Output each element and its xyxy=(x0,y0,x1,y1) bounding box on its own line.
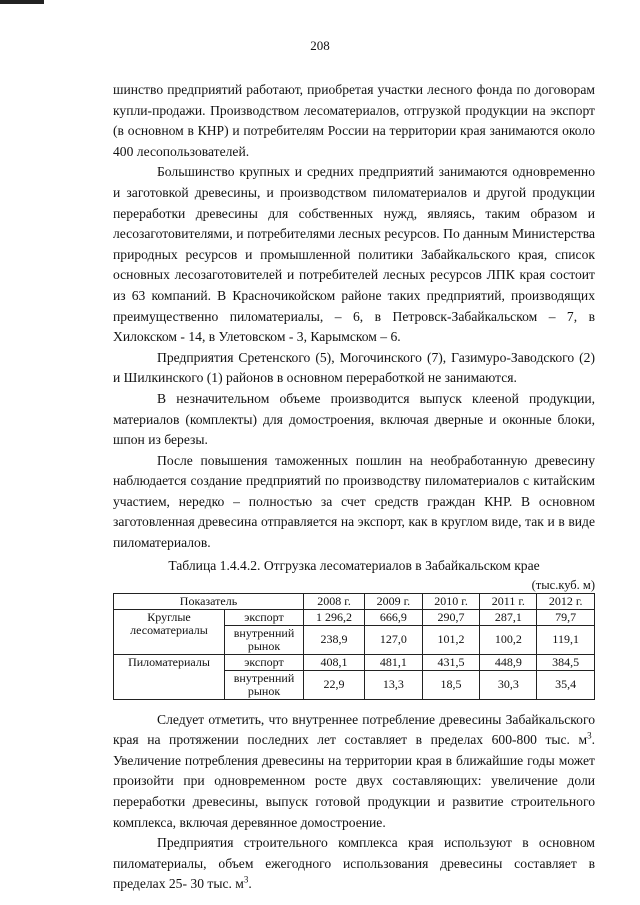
header-year: 2011 г. xyxy=(480,593,537,609)
table-cell: 1 296,2 xyxy=(304,609,365,625)
table-cell: 13,3 xyxy=(365,670,423,699)
paragraph: Большинство крупных и средних предприятий занимаются одновременно и заготовкой древесины, и производством пиломатериалов и другой продукции переработки древесины для собственных нужд, являясь, таким образом и лесозаготовителями, и потребителями лесных ресурсов. По данным Министерства природных ресурсов и промышленной политики Забайкальского края, список основных лесозаготовителей и потребителей лесных ресурсов ЛПК края состоит из 63 компаний. В Красночикойском районе таких предприятий, производящих преимущественно пиломатериалы, – 6, в Петровск-Забайкальском – 7, в Хилокском - 14, в Улетовском - 3, Карымском – 6. xyxy=(113,164,595,345)
table-cell: 448,9 xyxy=(480,654,537,670)
table-cell: 384,5 xyxy=(537,654,595,670)
table-cell: 100,2 xyxy=(480,625,537,654)
paragraph xyxy=(113,710,595,834)
table-cell: 287,1 xyxy=(480,609,537,625)
row-type: экспорт xyxy=(225,609,304,625)
row-type: экспорт xyxy=(225,654,304,670)
table-cell: 119,1 xyxy=(537,625,595,654)
table-cell: 79,7 xyxy=(537,609,595,625)
table-caption: Таблица 1.4.4.2. Отгрузка лесоматериалов в Забайкальском крае xyxy=(168,557,540,573)
paragraph: После повышения таможенных пошлин на необработанную древесину наблюдается создание предприятий по производству пиломатериалов с китайским участием, нередко – полностью за счет средств граждан КНР. В основном заготовленная древесина отправляется на экспорт, как в круглом виде, так и в виде пиломатериалов. xyxy=(113,452,595,551)
paragraph: В незначительном объеме производится выпуск клееной продукции, материалов (комплекты) для домостроения, включая дверные и оконные блоки, шпон из березы. xyxy=(113,390,595,448)
shipment-table xyxy=(113,593,595,700)
table-header-row xyxy=(114,593,595,609)
table-cell: 666,9 xyxy=(365,609,423,625)
paragraph-text: Следует отметить, что внутреннее потребление древесины Забайкальского края на протяжении последних лет составляет в пределах 600-800 тыс. м xyxy=(113,711,595,748)
table-cell: 238,9 xyxy=(304,625,365,654)
paragraph-text: . xyxy=(248,876,252,892)
header-year: 2008 г. xyxy=(304,593,365,609)
unit-superscript: 3 xyxy=(587,730,592,741)
scan-edge-mark xyxy=(0,0,44,4)
paragraph-text: . Увеличение потребления древесины на территории края в ближайшие годы может произойти при одновременном росте двух составляющих: увеличение доли переработки древесины, выпуск готовой продукции и развитие строительного комплекса, включая деревянное домостроение. xyxy=(113,732,595,830)
table-row xyxy=(114,609,595,625)
table-cell: 35,4 xyxy=(537,670,595,699)
row-type: внутренний рынок xyxy=(225,670,304,699)
paragraph-text: Предприятия строительного комплекса края используют в основном пиломатериалы, объем ежегодного использования древесины составляет в пределах 25- 30 тыс. м xyxy=(113,835,595,892)
table-cell: 481,1 xyxy=(365,654,423,670)
table-unit: (тыс.куб. м) xyxy=(531,577,595,592)
page-content xyxy=(113,80,595,895)
header-year: 2009 г. xyxy=(365,593,423,609)
table-cell: 22,9 xyxy=(304,670,365,699)
table-cell: 30,3 xyxy=(480,670,537,699)
header-year: 2012 г. xyxy=(537,593,595,609)
table-cell: 18,5 xyxy=(422,670,480,699)
header-year: 2010 г. xyxy=(422,593,480,609)
table-cell: 290,7 xyxy=(422,609,480,625)
paragraph xyxy=(113,833,595,895)
group-label: Пиломатериалы xyxy=(114,654,225,699)
header-indicator: Показатель xyxy=(114,593,304,609)
group-label: Круглые лесоматериалы xyxy=(114,609,225,654)
table-cell: 127,0 xyxy=(365,625,423,654)
table-cell: 101,2 xyxy=(422,625,480,654)
paragraph: шинство предприятий работают, приобретая участки лесного фонда по договорам купли-продажи. Производством лесоматериалов, отгрузкой продукции на экспорт (в основном в КНР) и потребителям России на территории края занимаются около 400 лесопользователей. xyxy=(113,82,595,159)
row-type: внутренний рынок xyxy=(225,625,304,654)
table-row xyxy=(114,654,595,670)
table-cell: 431,5 xyxy=(422,654,480,670)
unit-superscript: 3 xyxy=(243,874,249,885)
table-cell: 408,1 xyxy=(304,654,365,670)
paragraph: Предприятия Сретенского (5), Могочинского (7), Газимуро-Заводского (2) и Шилкинского (1) районов в основном переработкой не занимаются. xyxy=(113,349,595,386)
page-number: 208 xyxy=(310,38,330,53)
